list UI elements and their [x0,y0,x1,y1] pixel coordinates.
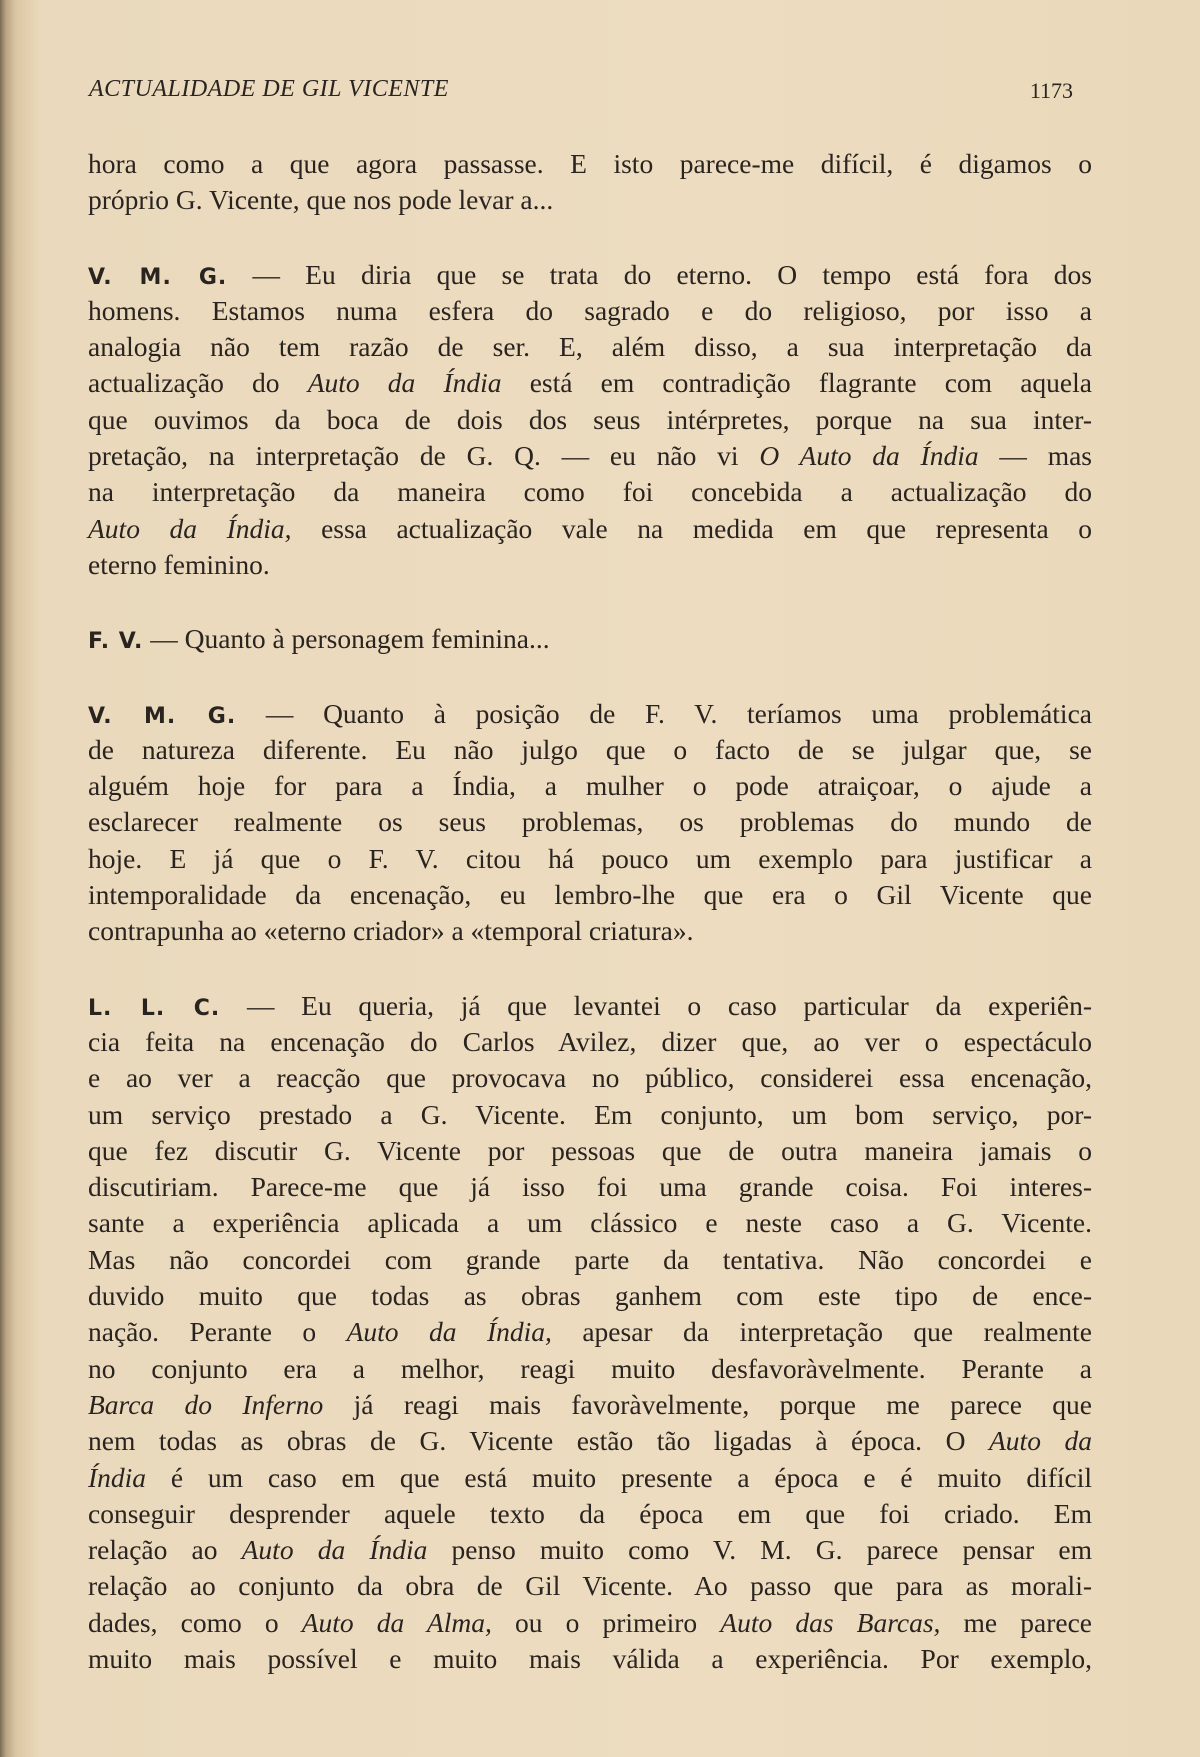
text-run: que ouvimos da boca de dois dos seus intérpretes, porque na sua inter- [88,403,1092,435]
italic-title: Índia [88,1461,147,1493]
text-run: de natureza diferente. Eu não julgo que o facto de se julgar que, se [88,733,1092,765]
text-line [88,1568,1092,1604]
text-line [88,1423,1092,1459]
text-run: intemporalidade da encenação, eu lembro-lhe que era o Gil Vicente que [88,879,1092,911]
text-line [88,1532,1092,1568]
text-run: — mas [978,440,1092,472]
text-run: no conjunto era a melhor, reagi muito desfavoràvelmente. Perante a [88,1352,1092,1384]
text-run: Mas não concordei com grande parte da tentativa. Não concordei e [88,1243,1092,1275]
text-line [88,1387,1092,1423]
page-number: 1173 [1029,78,1073,103]
text-run: nem todas as obras de G. Vicente estão tão ligadas à época. O [88,1425,989,1457]
text-run: contrapunha ao «eterno criador» a «temporal criatura». [88,915,694,947]
text-line [88,365,1092,401]
text-line [88,768,1092,804]
text-run: e ao ver a reacção que provocava no público, considerei essa encenação, [88,1062,1092,1094]
italic-title: Barca do Inferno [88,1388,324,1420]
paragraph [88,696,1092,950]
text-run: um serviço prestado a G. Vicente. Em conjunto, um bom serviço, por- [88,1098,1092,1130]
italic-title: Auto da Alma, [301,1606,492,1638]
page-body [88,146,1092,1677]
text-run: é um caso em que está muito presente a época e é muito difícil [146,1461,1092,1493]
text-line [88,732,1092,768]
text-line [88,1133,1092,1169]
text-line [88,841,1092,877]
italic-title: Auto da Índia, [88,512,292,544]
text-line [88,402,1092,438]
text-run: alguém hoje for para a Índia, a mulher o pode atraiçoar, o ajude a [88,770,1092,802]
text-line [88,1641,1092,1677]
page-header [89,76,1073,116]
text-run: está em contradição flagrante com aquela [501,367,1092,399]
text-run: me parece [940,1606,1092,1638]
text-run: hora como a que agora passasse. E isto parece-me difícil, é digamos o [88,148,1092,179]
speaker-initials: V. M. G. [88,264,228,290]
text-line [88,1605,1092,1641]
paragraph-gap [88,583,1092,621]
text-run: — Eu queria, já que levantei o caso particular da experiên- [220,989,1092,1021]
text-line [88,1060,1092,1096]
paragraph-gap [88,658,1092,696]
text-run: apesar da interpretação que realmente [551,1316,1093,1348]
italic-title: Auto da Índia, [346,1316,552,1348]
text-run: analogia não tem razão de ser. E, além disso, a sua interpretação da [88,331,1092,363]
text-line [88,877,1092,913]
paragraph-gap [88,219,1092,257]
text-run: eterno feminino. [88,548,270,580]
text-line [88,1097,1092,1133]
text-line [88,474,1092,510]
text-run: essa actualização vale na medida em que representa o [291,512,1092,544]
text-run: dades, como o [88,1606,302,1638]
paragraph [88,988,1092,1678]
text-line [88,1460,1092,1496]
text-line [88,621,1092,657]
text-run: pretação, na interpretação de G. Q. — eu não vi [88,440,760,472]
paragraph-gap [88,950,1092,988]
text-run: homens. Estamos numa esfera do sagrado e do religioso, por isso a [88,294,1092,326]
text-run: — Eu diria que se trata do eterno. O tempo está fora dos [227,258,1092,290]
running-head: ACTUALIDADE DE GIL VICENTE [89,76,449,102]
text-run: discutiriam. Parece-me que já isso foi uma grande coisa. Foi interes- [88,1171,1092,1203]
italic-title: O Auto da Índia [759,440,979,472]
text-run: duvido muito que todas as obras ganhem com este tipo de ence- [88,1280,1092,1312]
italic-title: Auto da [989,1425,1092,1457]
italic-title: Auto da Índia [241,1534,428,1566]
paragraph [88,257,1092,584]
text-line [88,1278,1092,1314]
text-run: — Quanto à personagem feminina... [143,623,550,655]
text-line [88,1169,1092,1205]
text-run: muito mais possível e muito mais válida a experiência. Por exemplo, [88,1642,1092,1674]
text-line [88,804,1092,840]
text-run: ou o primeiro [491,1606,721,1638]
text-line [88,329,1092,365]
text-line [88,1351,1092,1387]
text-run: hoje. E já que o F. V. citou há pouco um exemplo para justificar a [88,842,1092,874]
paragraph [88,621,1092,657]
speaker-initials: V. M. G. [88,703,237,729]
text-line [88,438,1092,474]
text-run: actualização do [88,367,308,399]
text-run: sante a experiência aplicada a um clássico e neste caso a G. Vicente. [88,1207,1092,1239]
text-line [88,1496,1092,1532]
text-run: esclarecer realmente os seus problemas, os problemas do mundo de [88,806,1092,838]
text-run: próprio G. Vicente, que nos pode levar a... [88,184,554,216]
text-line [88,182,1092,218]
text-line [88,1205,1092,1241]
text-line [88,293,1092,329]
text-line [88,547,1092,583]
speaker-initials: F. V. [88,629,144,655]
text-run: relação ao conjunto da obra de Gil Vicente. Ao passo que para as morali- [88,1570,1092,1602]
paragraph [88,146,1092,219]
text-line [88,913,1092,949]
text-line [88,1024,1092,1060]
text-run: conseguir desprender aquele texto da época em que foi criado. Em [88,1497,1092,1529]
text-line [88,696,1092,732]
text-line [88,988,1092,1024]
text-run: já reagi mais favoràvelmente, porque me parece que [323,1388,1092,1420]
italic-title: Auto das Barcas, [720,1606,941,1638]
italic-title: Auto da Índia [307,367,502,399]
text-run: relação ao [88,1534,242,1566]
text-line [88,1314,1092,1350]
text-run: cia feita na encenação do Carlos Avilez, dizer que, ao ver o espectáculo [88,1025,1092,1057]
text-run: penso muito como V. M. G. parece pensar em [427,1534,1092,1566]
speaker-initials: L. L. C. [88,995,221,1021]
text-line [88,257,1092,293]
text-line [88,511,1092,547]
text-line [88,146,1092,182]
text-line [88,1242,1092,1278]
text-run: na interpretação da maneira como foi concebida a actualização do [88,476,1092,508]
text-run: que fez discutir G. Vicente por pessoas que de outra maneira jamais o [88,1134,1092,1166]
text-run: nação. Perante o [88,1316,347,1348]
text-run: — Quanto à posição de F. V. teríamos uma problemática [236,697,1092,729]
